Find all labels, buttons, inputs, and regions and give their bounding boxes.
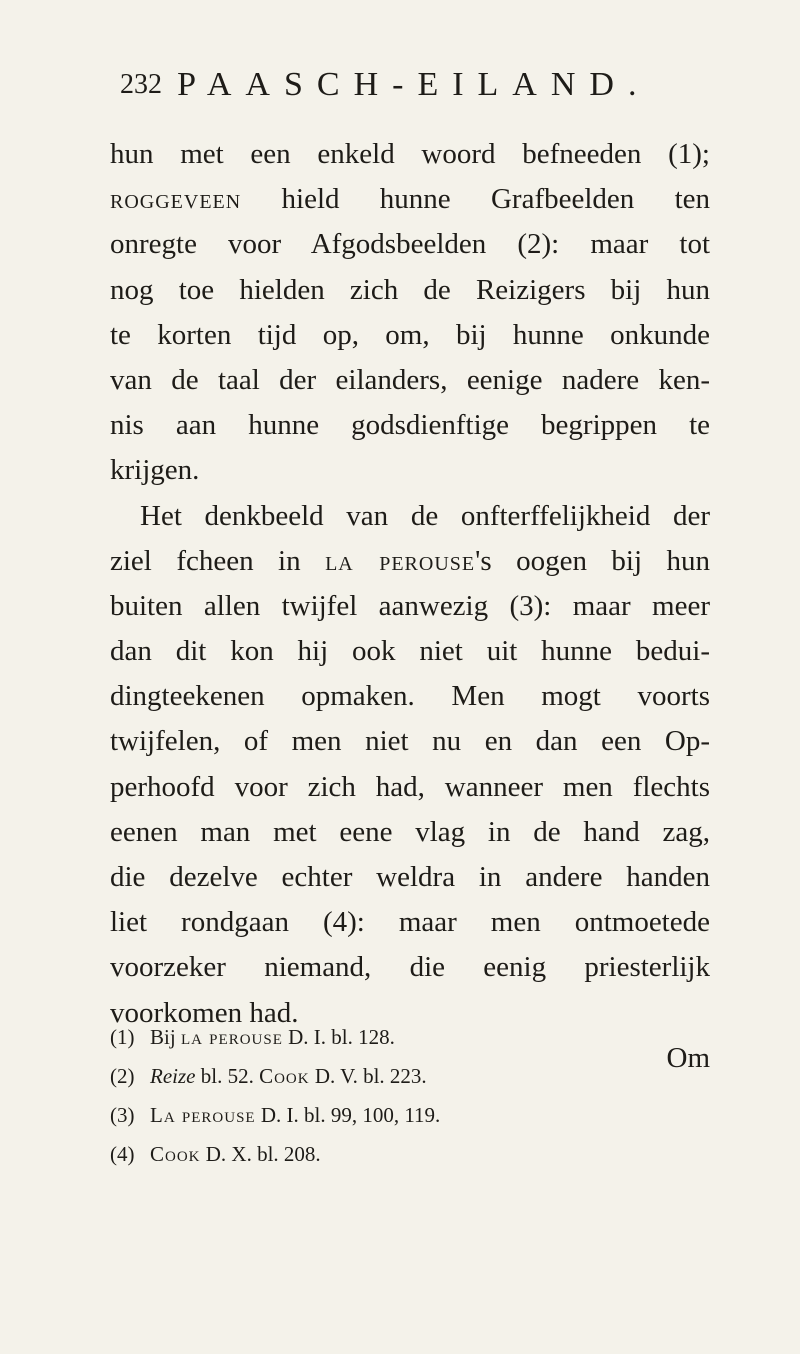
text-line: van de taal der eilanders, eenige nadere ken- <box>110 363 710 396</box>
footnote: (4) Cook D. X. bl. 208. <box>110 1142 321 1166</box>
text-line: dingteekenen opmaken. Men mogt voorts <box>110 680 710 713</box>
page-number: 232 <box>120 69 162 100</box>
text-line: te korten tijd op, om, bij hunne onkunde <box>110 318 710 351</box>
text-line: buiten allen twijfel aanwezig (3): maar meer <box>110 589 710 622</box>
page-header <box>120 66 720 116</box>
catchword: Om <box>666 1041 710 1074</box>
text-line: die dezelve echter weldra in andere handen <box>110 861 710 893</box>
text-line: onregte voor Afgodsbeelden (2): maar tot <box>110 228 710 261</box>
text-line: hun met een enkeld woord befneeden (1); <box>110 138 710 170</box>
name-la-perouse: la perouse <box>325 544 476 577</box>
text-line: krijgen. <box>110 454 200 487</box>
text-line: liet rondgaan (4): maar men ontmoetede <box>110 906 710 939</box>
text-line: voorkomen had. <box>110 996 299 1029</box>
text-line: nog toe hielden zich de Reizigers bij hun <box>110 273 710 306</box>
footnote: (2) Reize bl. 52. Cook D. V. bl. 223. <box>110 1064 427 1088</box>
text-line: roggeveen hield hunne Grafbeelden ten <box>110 183 710 216</box>
running-title: PAASCH-EILAND. <box>177 66 651 103</box>
footnote: (1) Bij la perouse D. I. bl. 128. <box>110 1025 395 1049</box>
text-line: twijfelen, of men niet nu en dan een Op- <box>110 725 710 758</box>
text-line: voorzeker niemand, die eenig priesterlijk <box>110 951 710 984</box>
text-line: eenen man met eene vlag in de hand zag, <box>110 815 710 848</box>
text-line: dan dit kon hij ook niet uit hunne bedui- <box>110 635 710 668</box>
footnote: (3) La perouse D. I. bl. 99, 100, 119. <box>110 1103 441 1127</box>
text-line: nis aan hunne godsdienftige begrippen te <box>110 409 710 442</box>
text-line: Het denkbeeld van de onfterffelijkheid der <box>140 499 710 532</box>
name-roggeveen: roggeveen <box>110 183 242 216</box>
text-line: ziel fcheen in la perouse's oogen bij hun <box>110 544 711 577</box>
footnotes <box>110 1018 670 1174</box>
body-text <box>110 132 710 1081</box>
text-line: perhoofd voor zich had, wanneer men flechts <box>110 770 710 803</box>
